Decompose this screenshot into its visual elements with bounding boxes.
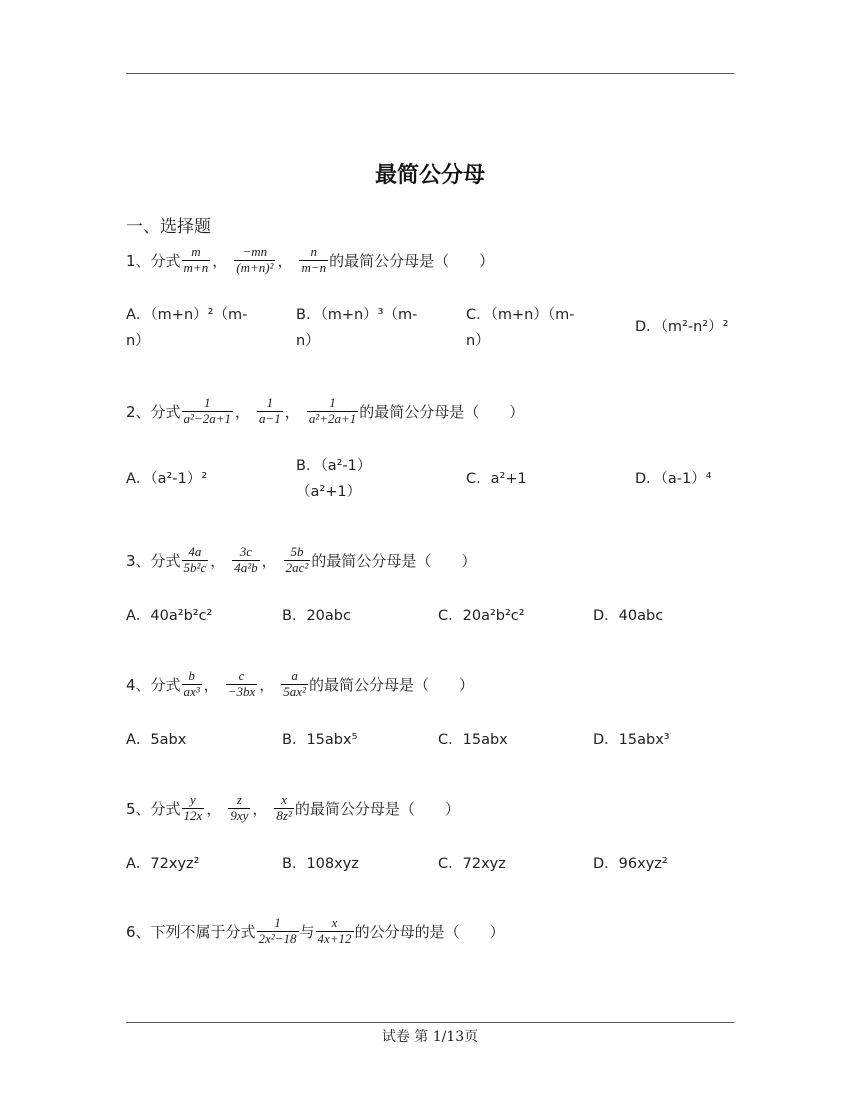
fraction <box>299 245 328 276</box>
denominator: m−n <box>301 259 327 275</box>
option-d: D．15abx³ <box>593 732 670 748</box>
numerator: x <box>281 792 288 807</box>
question-5-suffix: 的最简公分母是（ ） <box>294 799 460 818</box>
numerator: n <box>310 244 318 259</box>
option-c: C．20a²b²c² <box>438 608 525 624</box>
option-c-line1: C．（m+n）（m- <box>466 307 575 323</box>
option-b-line1: B．（a²-1） <box>296 458 372 474</box>
fraction <box>182 245 211 276</box>
option-c <box>466 302 574 354</box>
question-5: 5、分式 $\frac{y}{12x}$ ， $\frac{z}{9xy}$ ， $\frac{x}{\text{8z²}}$ 的最简公分母是（ ） <box>126 792 460 823</box>
numerator: 3c <box>239 544 253 559</box>
option-c: C．15abx <box>438 732 508 748</box>
option-d: D．96xyz² <box>593 856 668 872</box>
denominator: (m+n)² <box>236 259 274 275</box>
numerator: b <box>188 668 195 683</box>
footer-rule <box>126 1022 734 1023</box>
fraction <box>284 545 311 576</box>
denominator: m+n <box>183 259 209 275</box>
question-3-prefix: 3、分式 <box>126 551 181 570</box>
denominator: a−1 <box>259 410 281 426</box>
denominator: a²+2a+1 <box>308 410 357 426</box>
option-c-line2: n） <box>466 333 490 349</box>
header-rule <box>126 73 734 74</box>
numerator: 1 <box>204 395 211 410</box>
numerator: 1 <box>266 395 274 410</box>
denominator: 2ac² <box>285 559 309 575</box>
numerator: m <box>191 244 201 259</box>
numerator: −mn <box>242 244 268 259</box>
option-b-line2: （a²+1） <box>296 484 362 500</box>
option-b <box>296 302 417 354</box>
denominator: 4a²b <box>234 559 258 575</box>
numerator: y <box>190 792 196 807</box>
denominator: 8z² <box>276 807 292 823</box>
option-d: D．（m²-n²）² <box>635 319 729 335</box>
fraction <box>257 916 299 947</box>
numerator: x <box>331 915 338 930</box>
fraction <box>307 396 358 427</box>
fraction <box>182 793 205 824</box>
denominator: 12x <box>183 807 203 823</box>
page-footer: 试卷 第 1/13页 <box>381 1029 479 1045</box>
denominator: 2x²−18 <box>258 930 297 946</box>
question-6-prefix: 6、下列不属于分式 <box>126 922 256 941</box>
fraction <box>281 669 308 700</box>
denominator: a²−2a+1 <box>183 410 231 426</box>
option-a: A．（a²-1）² <box>126 471 208 487</box>
option-a-line2: n） <box>126 333 150 349</box>
denominator: −3bx <box>227 683 256 699</box>
question-1-suffix: 的最简公分母是（ ） <box>329 251 495 270</box>
question-2: 2、分式 $\frac{1}{\text{a²−2a+1}}$ ， $\frac{1}{a-1}$ ， $\frac{1}{\text{a²+2a+1}}$ 的最简公分母是（ ） <box>126 395 525 426</box>
question-4-prefix: 4、分式 <box>126 675 181 694</box>
question-6-connector: 与 <box>299 922 315 941</box>
option-b: B．15abx⁵ <box>282 732 358 748</box>
fraction <box>182 669 202 700</box>
fraction <box>228 793 250 824</box>
fraction <box>257 396 283 427</box>
fraction <box>232 545 259 576</box>
question-2-suffix: 的最简公分母是（ ） <box>359 402 525 421</box>
numerator: z <box>236 792 242 807</box>
option-a-line1: A．（m+n）²（m- <box>126 307 248 323</box>
fraction <box>234 245 275 276</box>
numerator: 5b <box>290 544 304 559</box>
page-title: 最简公分母 <box>374 163 485 188</box>
option-b <box>296 453 371 505</box>
fraction <box>182 545 209 576</box>
question-6 <box>126 916 505 947</box>
denominator: 5ax² <box>283 683 306 699</box>
option-b-line1: B．（m+n）³（m- <box>296 307 418 323</box>
option-b: B．20abc <box>282 608 351 624</box>
section-heading: 一、选择题 <box>126 217 211 237</box>
fraction <box>316 916 354 947</box>
option-a: A．5abx <box>126 732 187 748</box>
option-a: A．72xyz² <box>126 856 200 872</box>
question-4: 4、分式 $\frac{b}{\text{ax³}}$ ， $\frac{c}{-3bx}$ ， $\frac{a}{\text{5ax²}}$ 的最简公分母是（ ） <box>126 668 474 699</box>
question-6-suffix: 的公分母的是（ ） <box>354 922 505 941</box>
question-2-prefix: 2、分式 <box>126 402 181 421</box>
option-b-line2: n） <box>296 333 320 349</box>
fraction <box>182 396 233 427</box>
numerator: 1 <box>329 395 336 410</box>
numerator: 4a <box>188 544 202 559</box>
question-3-suffix: 的最简公分母是（ ） <box>311 551 477 570</box>
option-c: C．72xyz <box>438 856 506 872</box>
option-a: A．40a²b²c² <box>126 608 213 624</box>
option-c: C．a²+1 <box>466 471 527 487</box>
denominator: ax³ <box>183 683 200 699</box>
question-4-suffix: 的最简公分母是（ ） <box>308 675 474 694</box>
question-5-prefix: 5、分式 <box>126 799 181 818</box>
fraction <box>274 793 293 824</box>
question-1-prefix: 1、分式 <box>126 251 181 270</box>
option-d: D．40abc <box>593 608 664 624</box>
denominator: 5b²c <box>183 559 207 575</box>
option-a <box>126 302 247 354</box>
question-1: 1、分式 $\frac{m}{m+n}$ ， $\frac{-mn}{\text{(m+n)²}}$ ， $\frac{n}{m-n}$ 的最简公分母是（ ） <box>126 244 495 275</box>
fraction <box>226 669 258 700</box>
question-3: 3、分式 $\frac{4a}{\text{5b²c}}$ ， $\frac{3c}{\text{4a²b}}$ ， $\frac{5b}{\text{2ac²}}$ 的最简公分母是（ ） <box>126 544 477 575</box>
denominator: 9xy <box>230 807 249 823</box>
option-b: B．108xyz <box>282 856 359 872</box>
option-d: D．（a-1）⁴ <box>635 471 712 487</box>
numerator: c <box>238 668 245 683</box>
numerator: a <box>291 668 298 683</box>
denominator: 4x+12 <box>317 930 352 946</box>
numerator: 1 <box>274 915 281 930</box>
